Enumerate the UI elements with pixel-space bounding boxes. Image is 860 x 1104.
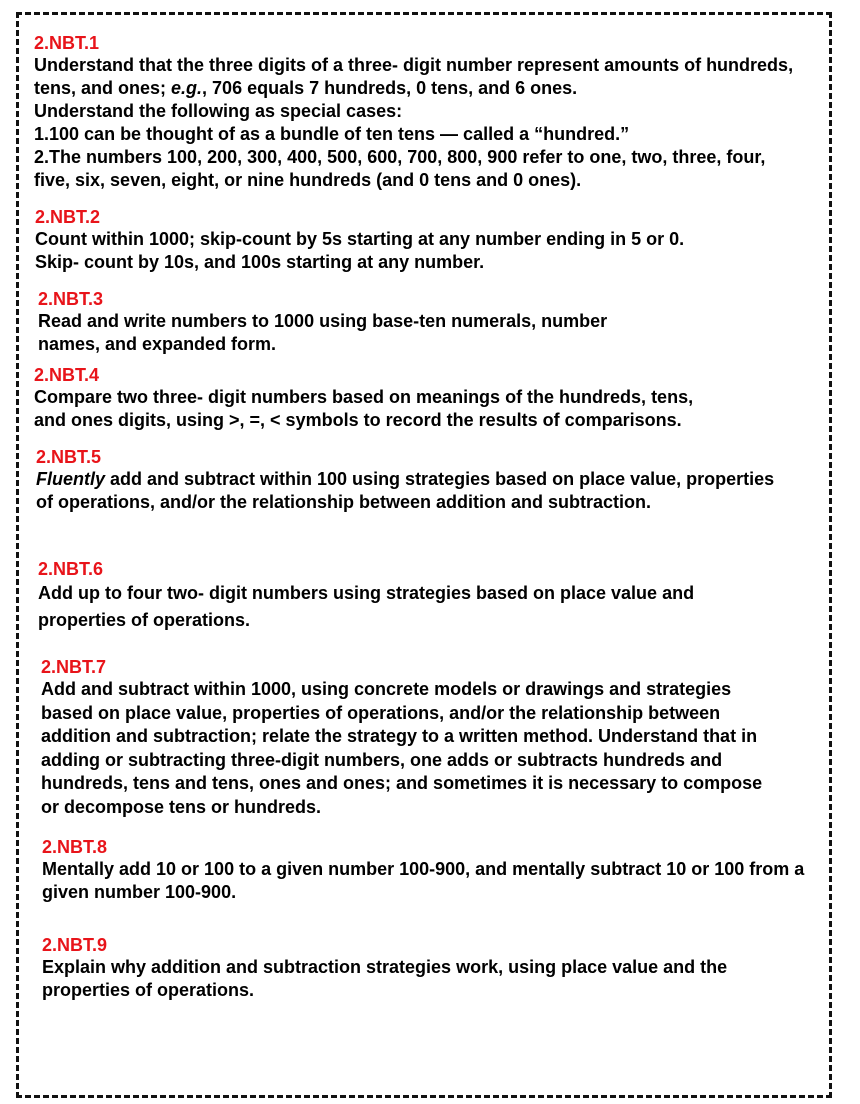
standard-text (38, 580, 808, 634)
standard-line: Compare two three- digit numbers based on meanings of the hundreds, tens, (34, 387, 694, 407)
standard-text (42, 956, 812, 1002)
standard-text (38, 310, 738, 356)
standard-code: 2.NBT.3 (38, 289, 104, 309)
standard-block (36, 446, 776, 514)
standard-code: 2.NBT.5 (36, 447, 102, 467)
standard-text (34, 54, 804, 192)
standard-line (34, 54, 804, 100)
standard-text (42, 858, 822, 904)
standard-code: 2.NBT.2 (35, 207, 101, 227)
text-span: , 706 equals 7 hundreds, 0 tens, and 6 ones. (202, 78, 578, 98)
italic-text: Fluently (36, 469, 106, 489)
text-span: add and subtract within 100 using strategies based on place value, properties of operations, and/or the relationship between addition and subtraction. (36, 469, 775, 512)
standard-line: names, and expanded form. (38, 334, 277, 354)
standard-line: Count within 1000; skip-count by 5s starting at any number ending in 5 or 0. (35, 229, 685, 249)
standard-code: 2.NBT.7 (41, 657, 107, 677)
standard-block (41, 656, 783, 819)
standard-line: Add up to four two- digit numbers using strategies based on place value and (38, 583, 695, 603)
italic-text: e.g. (171, 78, 203, 98)
standard-block (35, 206, 805, 274)
standard-block (42, 934, 812, 1002)
standard-code: 2.NBT.8 (42, 837, 108, 857)
standard-line: 1.100 can be thought of as a bundle of ten tens — called a “hundred.” (34, 124, 630, 144)
standard-text (35, 228, 805, 274)
standard-line: properties of operations. (38, 610, 251, 630)
standard-code: 2.NBT.6 (38, 559, 104, 579)
text-span: Understand that the three digits of a three- digit number represent amounts of hundreds, tens, and ones; (34, 55, 794, 98)
standard-line: Mentally add 10 or 100 to a given number 100-900, and mentally subtract 10 or 100 from a given number 100-900. (42, 859, 805, 902)
standard-block (34, 32, 804, 192)
standard-line: 2.The numbers 100, 200, 300, 400, 500, 600, 700, 800, 900 refer to one, two, three, four, five, six, seven, eight, or nine hundreds (and 0 tens and 0 ones). (34, 147, 766, 190)
standard-block (38, 288, 738, 356)
standard-text (36, 468, 776, 514)
standard-code: 2.NBT.1 (34, 33, 100, 53)
standard-line: Understand the following as special cases: (34, 101, 403, 121)
standard-line: Explain why addition and subtraction strategies work, using place value and the properties of operations. (42, 957, 728, 1000)
standard-line: and ones digits, using >, =, < symbols to record the results of comparisons. (34, 410, 682, 430)
standard-block (42, 836, 822, 904)
standard-block (38, 558, 808, 634)
standard-line: Read and write numbers to 1000 using base-ten numerals, number (38, 311, 608, 331)
standard-code: 2.NBT.4 (34, 365, 100, 385)
standard-code: 2.NBT.9 (42, 935, 108, 955)
standard-line: Skip- count by 10s, and 100s starting at any number. (35, 252, 485, 272)
standard-block (34, 364, 804, 432)
standard-text (41, 678, 783, 819)
standard-line: Add and subtract within 1000, using concrete models or drawings and strategies based on place value, properties of operations, and/or the relationship between addition and subtraction; relate the strategy to a written method. Understand that in adding or subtracting three-digit numbers, one adds or subtracts hundreds and hundreds, tens and tens, ones and ones; and sometimes it is necessary to compose or decompose tens or hundreds. (41, 679, 763, 817)
standard-text (34, 386, 804, 432)
standard-line (36, 468, 776, 514)
